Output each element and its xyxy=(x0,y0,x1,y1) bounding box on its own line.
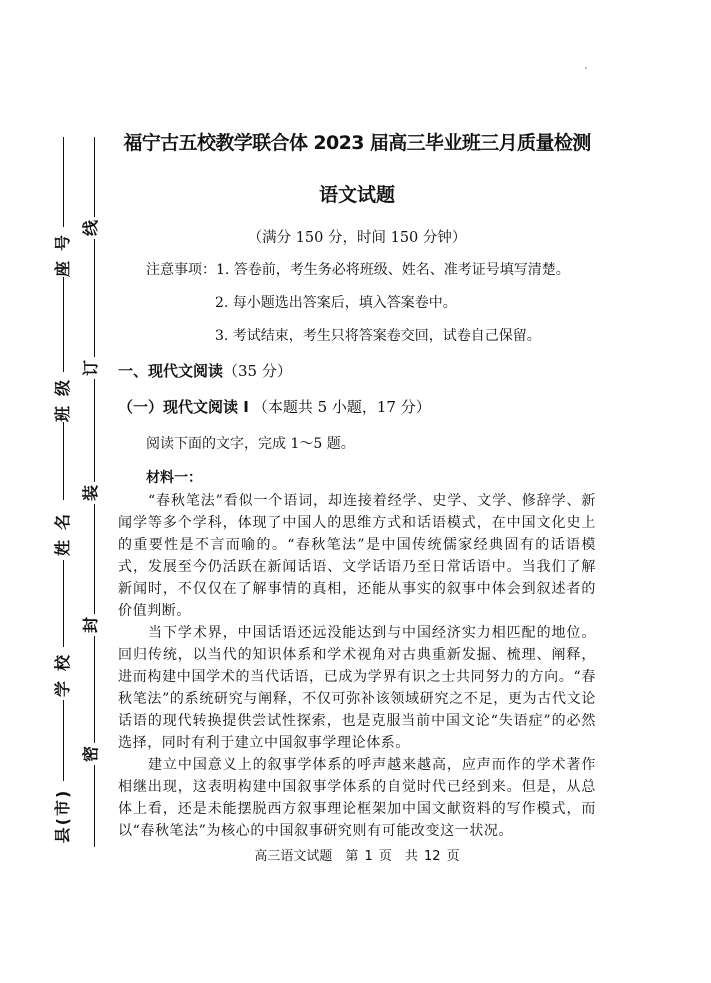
fill-line-seat-number xyxy=(63,137,64,232)
seal-char-ding: 订 xyxy=(80,357,102,379)
seal-char-feng: 封 xyxy=(80,614,102,636)
field-seat-number: 座号 xyxy=(53,224,72,277)
field-school: 学校 xyxy=(53,644,72,697)
section-heading: 一、现代文阅读（35 分） xyxy=(118,362,292,380)
fill-line-name xyxy=(63,420,64,500)
field-class: 班级 xyxy=(53,369,72,422)
score-time: （满分 150 分，时间 150 分钟） xyxy=(247,230,467,246)
subject-title: 语文试题 xyxy=(318,184,395,206)
exam-title: 福宁古五校教学联合体 2023 届高三毕业班三月质量检测 xyxy=(123,132,591,154)
subsection-heading: （一）现代文阅读 I （本题共 5 小题，17 分） xyxy=(118,398,431,416)
seal-char-xian: 线 xyxy=(80,217,102,239)
notice-item-2: 2. 每小题选出答案后，填入答案卷中。 xyxy=(215,295,457,311)
fill-line-class xyxy=(63,273,64,376)
fill-line-county xyxy=(63,700,64,787)
reading-instruction: 阅读下面的文字，完成 1～5 题。 xyxy=(146,436,355,452)
notice-item-3: 3. 考试结束，考生只将答案卷交回，试卷自己保留。 xyxy=(215,328,541,344)
fill-line-school xyxy=(63,560,64,650)
paragraph: “春秋笔法”看似一个语词，却连接着经学、史学、文学、修辞学、新闻学等多个学科，体现了中国人的思维方式和话语模式，在中国文化史上的重要性是不言而喻的。“春秋笔法”是中国传统儒家经典固有的话语模式，发展至今仍活跃在新闻话语、文学话语乃至日常话语中。当我们了解新闻时，不仅仅在了解事情的真相，还能从事实的叙事中体会到叙述者的价值判断。 xyxy=(118,493,596,619)
notice-item-1: 注意事项：1. 答卷前，考生务必将班级、姓名、准考证号填写清楚。 xyxy=(146,262,570,278)
seal-char-mi: 密 xyxy=(80,743,102,765)
field-county: 县(市) xyxy=(52,781,74,851)
material-label: 材料一： xyxy=(146,470,202,486)
scan-dot xyxy=(585,67,587,69)
field-name: 姓名 xyxy=(53,503,72,556)
page-footer: 高三语文试题 第 1 页 共 12 页 xyxy=(254,849,460,864)
paragraph: 当下学术界，中国话语还远没能达到与中国经济实力相匹配的地位。回归传统，以当代的知识体系和学术视角对古典重新发掘、梳理、阐释，进而构建中国学术的当代话语，已成为学界有识之士共同努力的方向。“春秋笔法”的系统研究与阐释，不仅可弥补该领域研究之不足，更为古代文论话语的现代转换提供尝试性探索，也是克服当前中国文论“失语症”的必然选择，同时有利于建立中国叙事学理论体系。 xyxy=(118,625,596,751)
notice-label: 注意事项： xyxy=(146,262,216,278)
main-content xyxy=(118,130,596,866)
seal-char-zhuang: 装 xyxy=(80,482,102,504)
paragraph: 建立中国意义上的叙事学体系的呼声越来越高，应声而作的学术著作相继出现，这表明构建中国叙事学体系的自觉时代已经到来。但是，从总体上看，还是未能摆脱西方叙事理论框架加中国文献资料的写作模式，而以“春秋笔法”为核心的中国叙事研究则有可能改变这一状况。 xyxy=(118,757,596,839)
